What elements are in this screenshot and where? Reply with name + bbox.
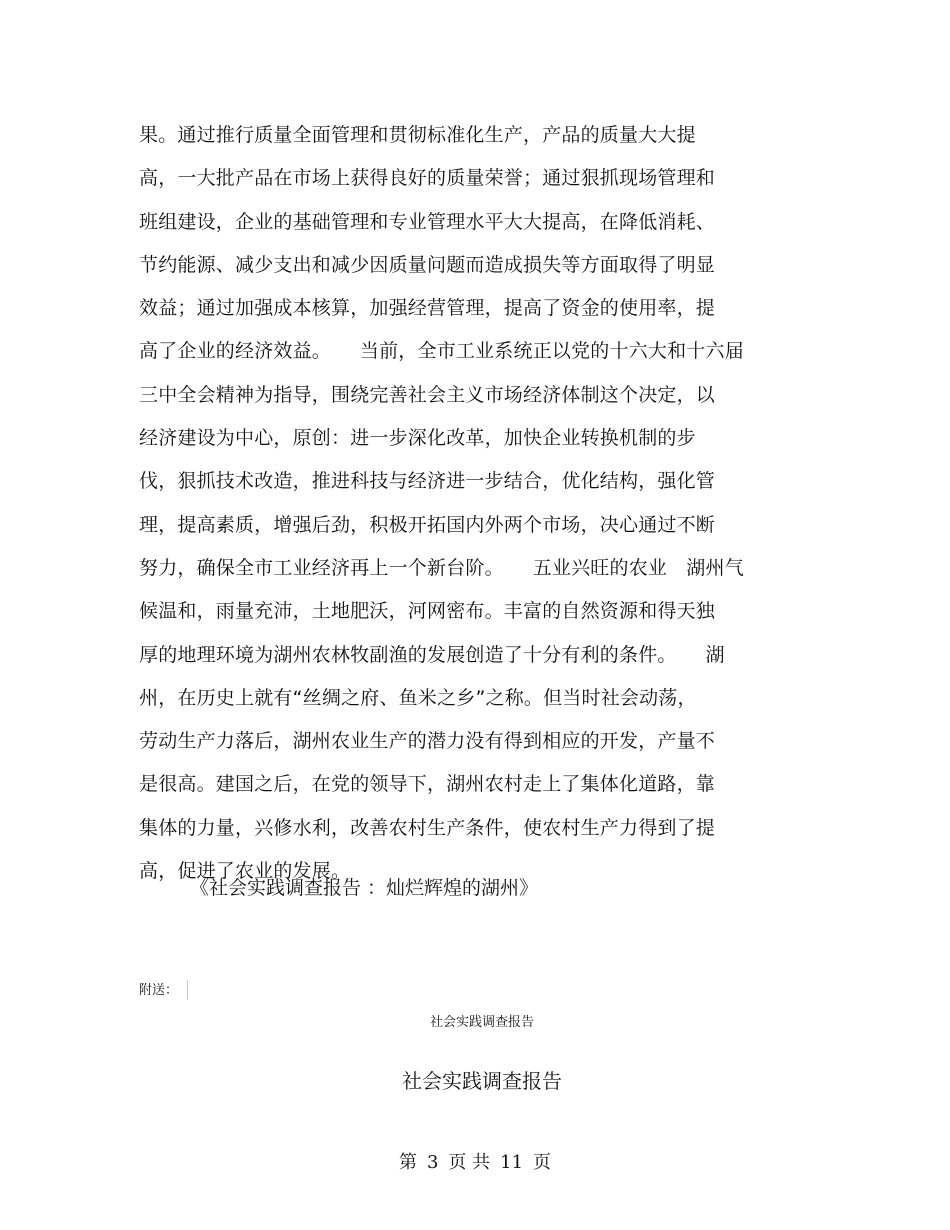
body-line: 理，提高素质，增强后劲，积极开拓国内外两个市场，决心通过不断 <box>139 513 716 536</box>
current-page-number: 3 <box>426 1152 439 1173</box>
page-suffix: 页 <box>533 1152 552 1173</box>
body-line: 高，促进了农业的发展。 <box>139 860 351 883</box>
page-prefix: 第 <box>398 1152 417 1173</box>
body-line: 高，一大批产品在市场上获得良好的质量荣誉；通过狠抓现场管理和 <box>139 167 716 190</box>
body-line: 果。通过推行质量全面管理和贯彻标准化生产，产品的质量大大提 <box>139 124 696 146</box>
body-line: 厚的地理环境为湖州农林牧副渔的发展创造了十分有利的条件。 湖 <box>139 643 725 666</box>
attachment-divider <box>187 980 188 1000</box>
body-line: 州，在历史上就有“丝绸之府、鱼米之乡”之称。但当时社会动荡， <box>139 686 697 709</box>
page-footer <box>0 1150 950 1176</box>
section-subtitle: 社会实践调查报告 <box>429 1015 534 1030</box>
body-line: 集体的力量，兴修水利，改善农村生产条件，使农村生产力得到了提 <box>139 816 716 839</box>
body-line: 高了企业的经济效益。 当前，全市工业系统正以党的十六大和十六届 <box>139 340 744 363</box>
section-title: 社会实践调查报告 <box>402 1069 562 1093</box>
body-line: 努力，确保全市工业经济再上一个新台阶。 五业兴旺的农业 湖州气 <box>139 556 744 579</box>
total-pages-number: 11 <box>500 1152 524 1173</box>
body-line: 劳动生产力落后，湖州农业生产的潜力没有得到相应的开发，产量不 <box>139 730 716 753</box>
body-line: 班组建设，企业的基础管理和专业管理水平大大提高，在降低消耗、 <box>139 210 716 233</box>
body-line: 候温和，雨量充沛，土地肥沃，河网密布。丰富的自然资源和得天独 <box>139 600 716 623</box>
body-text <box>139 114 819 893</box>
document-caption: 《社会实践调查报告 ：灿烂辉煌的湖州》 <box>190 877 539 899</box>
page-mid-text: 页 共 <box>448 1152 491 1173</box>
body-line: 三中全会精神为指导，围绕完善社会主义市场经济体制这个决定，以 <box>139 383 716 406</box>
body-line: 是很高。建国之后，在党的领导下，湖州农村走上了集体化道路，靠 <box>139 773 716 796</box>
body-line: 效益；通过加强成本核算，加强经营管理，提高了资金的使用率，提 <box>139 297 716 320</box>
attachment-label: 附送： <box>139 983 179 998</box>
body-line: 节约能源、减少支出和减少因质量问题而造成损失等方面取得了明显 <box>139 253 716 276</box>
body-line: 伐，狠抓技术改造，推进科技与经济进一步结合，优化结构，强化管 <box>139 470 716 493</box>
body-line: 经济建设为中心，原创：进一步深化改革，加快企业转换机制的步 <box>139 427 696 450</box>
